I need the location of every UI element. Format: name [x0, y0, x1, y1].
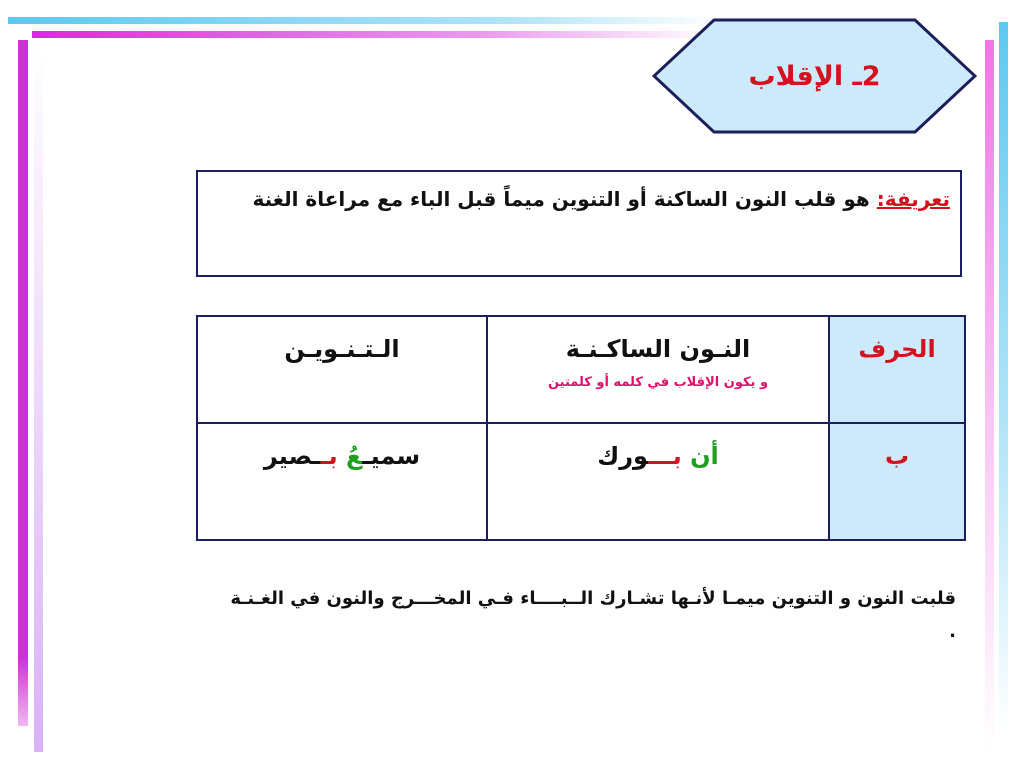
section-title: 2ـ الإقلاب — [748, 60, 881, 92]
header-noon-cell — [487, 316, 829, 423]
noon-example-part2: بـــ — [648, 442, 682, 470]
letter-cell — [829, 423, 965, 540]
letter-baa: ب — [884, 442, 910, 470]
right-magenta-stripe — [985, 40, 994, 753]
table-header-row — [197, 316, 965, 423]
top-magenta-stripe — [32, 31, 718, 38]
top-cyan-stripe — [8, 17, 720, 24]
definition-text: هو قلب النون الساكنة أو التنوين ميماً قبل الباء مع مراعاة الغنة — [252, 187, 877, 211]
header-letter-cell — [829, 316, 965, 423]
left-magenta-stripe — [18, 40, 28, 726]
noon-example-part1: أن — [690, 442, 719, 470]
tanween-example-part4: ـصير — [263, 442, 321, 470]
header-noon: النـون الساكـنـة — [565, 335, 751, 363]
tanween-example-part3: بـ — [320, 442, 338, 470]
title-badge — [652, 16, 977, 136]
definition-label: تعريفة: — [876, 187, 950, 211]
header-tanween-cell — [197, 316, 487, 423]
tanween-example-part2: عُ — [346, 442, 363, 470]
header-letter: الحرف — [858, 335, 936, 363]
noon-example — [488, 442, 828, 470]
iqlab-table — [196, 315, 966, 541]
explanation-text: قلبت النون و التنوين ميمـا لأنـها تشـارك الــبــــاء فـي المخـــرج والنون في الغـنـة . — [230, 588, 956, 642]
header-tanween: الـتـنـويـن — [284, 335, 400, 363]
noon-example-cell — [487, 423, 829, 540]
left-lilac-stripe — [34, 40, 43, 752]
header-noon-note: و يكون الإقلاب في كلمه أو كلمتين — [547, 375, 769, 390]
definition-box — [196, 170, 962, 277]
noon-example-part3: ورك — [597, 442, 649, 470]
table-row — [197, 423, 965, 540]
tanween-example — [198, 442, 486, 470]
tanween-example-part1: سميـ — [362, 442, 421, 470]
tanween-example-cell — [197, 423, 487, 540]
right-cyan-stripe — [999, 22, 1008, 734]
